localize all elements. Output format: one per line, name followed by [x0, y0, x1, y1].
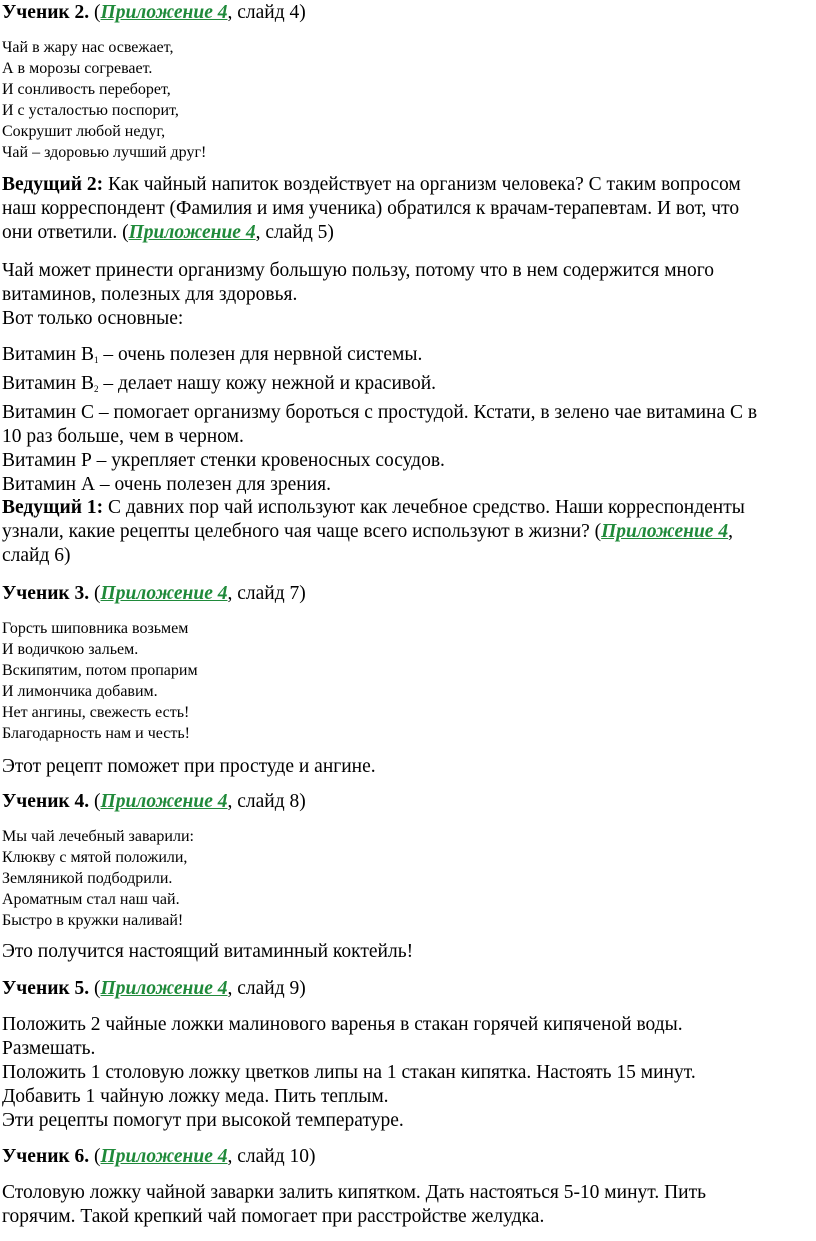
paragraph-line	[2, 173, 741, 197]
student-6-recipe	[2, 1181, 706, 1229]
paren-open: (	[89, 978, 101, 999]
poem-line: И лимончика добавим.	[2, 683, 158, 700]
appendix-link[interactable]: Приложение 4	[128, 222, 256, 243]
text: ,	[728, 521, 733, 542]
student-3-note: Этот рецепт поможет при простуде и ангине.	[2, 756, 376, 777]
paren-open: (	[89, 583, 101, 604]
vitamin-c-cont: 10 раз больше, чем в черном.	[2, 426, 244, 447]
student-2-heading	[2, 1, 306, 25]
recipe-line: Положить 1 столовую ложку цветков липы на 1 стакан кипятка. Настоять 15 минут.	[2, 1062, 696, 1083]
poem-line: Клюкву с мятой положили,	[2, 849, 188, 866]
slide-ref: , слайд 7)	[227, 583, 306, 604]
host-2-paragraph	[2, 173, 741, 245]
paragraph-line: витаминов, полезных для здоровья.	[2, 284, 298, 305]
recipe-line: горячим. Такой крепкий чай помогает при расстройстве желудка.	[2, 1206, 545, 1227]
poem-line: Чай в жару нас освежает,	[2, 39, 174, 56]
recipe-line: Столовую ложку чайной заварки залить кипятком. Дать настояться 5-10 минут. Пить	[2, 1182, 707, 1203]
student-4-poem	[2, 826, 194, 931]
poem-line: И сонливость переборет,	[2, 81, 171, 98]
poem-line: Благодарность нам и честь!	[2, 725, 190, 742]
text: они ответили. (	[2, 222, 129, 243]
text: узнали, какие рецепты целебного чая чаще всего используют в жизни? (	[2, 521, 602, 542]
subscript: 1	[93, 355, 99, 365]
paragraph-line: Вот только основные:	[2, 308, 184, 329]
vitamin-a: Витамин А – очень полезен для зрения.	[2, 474, 331, 495]
poem-line: Нет ангины, свежесть есть!	[2, 704, 190, 721]
paren-open: (	[89, 791, 101, 812]
paragraph-line: слайд 6)	[2, 545, 71, 566]
poem-line: И с усталостью поспорит,	[2, 102, 179, 119]
recipe-line: Добавить 1 чайную ложку меда. Пить теплым.	[2, 1086, 389, 1107]
appendix-link[interactable]: Приложение 4	[100, 583, 228, 604]
poem-line: А в морозы согревает.	[2, 60, 153, 77]
appendix-link[interactable]: Приложение 4	[100, 791, 228, 812]
slide-ref: , слайд 8)	[227, 791, 306, 812]
speaker-name: Ученик 5.	[2, 978, 90, 999]
poem-line: Быстро в кружки наливай!	[2, 912, 184, 929]
poem-line: Сокрушит любой недуг,	[2, 123, 166, 140]
host-1-paragraph	[2, 496, 745, 568]
speaker-name: Ученик 2.	[2, 2, 90, 23]
text: – очень полезен для нервной системы.	[98, 344, 423, 365]
student-3-poem	[2, 618, 198, 744]
paragraph-line	[2, 520, 745, 544]
speaker-name: Ученик 4.	[2, 791, 90, 812]
text: Витамин B	[2, 344, 94, 365]
appendix-link[interactable]: Приложение 4	[601, 521, 729, 542]
benefit-paragraph	[2, 259, 714, 331]
text: Как чайный напиток воздействует на организм человека? С таким вопросом	[103, 174, 741, 195]
speaker-name: Ученик 3.	[2, 583, 90, 604]
student-5-recipe	[2, 1013, 696, 1133]
text: С давних пор чай используют как лечебное средство. Наши корреспонденты	[103, 497, 745, 518]
poem-line: Чай – здоровью лучший друг!	[2, 144, 207, 161]
appendix-link[interactable]: Приложение 4	[100, 2, 228, 23]
text: Витамин B	[2, 373, 94, 394]
appendix-link[interactable]: Приложение 4	[100, 1146, 228, 1167]
paragraph-line: Чай может принести организму большую пользу, потому что в нем содержится много	[2, 260, 714, 281]
paren-open: (	[89, 2, 101, 23]
recipe-line: Размешать.	[2, 1038, 96, 1059]
vitamin-p: Витамин Р – укрепляет стенки кровеносных сосудов.	[2, 450, 445, 471]
poem-line: Вскипятим, потом пропарим	[2, 662, 198, 679]
student-4-heading	[2, 790, 306, 814]
speaker-name: Ведущий 2:	[2, 174, 104, 195]
vitamin-c: Витамин С – помогает организму бороться с простудой. Кстати, в зелено чае витамина С в	[2, 402, 758, 423]
recipe-line: Положить 2 чайные ложки малинового варенья в стакан горячей кипяченой воды.	[2, 1014, 683, 1035]
poem-line: И водичкою зальем.	[2, 641, 139, 658]
poem-line: Ароматным стал наш чай.	[2, 891, 180, 908]
recipe-line: Эти рецепты помогут при высокой температуре.	[2, 1110, 404, 1131]
student-3-heading	[2, 582, 306, 606]
slide-ref: , слайд 4)	[227, 2, 306, 23]
paragraph-line	[2, 221, 741, 245]
student-2-poem	[2, 37, 206, 163]
student-4-note: Это получится настоящий витаминный коктейль!	[2, 941, 414, 962]
paragraph-line: наш корреспондент (Фамилия и имя ученика) обратился к врачам-терапевтам. И вот, что	[2, 198, 740, 219]
speaker-name: Ученик 6.	[2, 1146, 90, 1167]
slide-ref: , слайд 10)	[227, 1146, 316, 1167]
poem-line: Мы чай лечебный заварили:	[2, 828, 194, 845]
slide-ref: , слайд 5)	[255, 222, 334, 243]
poem-line: Земляникой подбодрили.	[2, 870, 173, 887]
vitamin-b2	[2, 372, 757, 401]
appendix-link[interactable]: Приложение 4	[100, 978, 228, 999]
paragraph-line	[2, 496, 745, 520]
paren-open: (	[89, 1146, 101, 1167]
subscript: 2	[93, 384, 99, 394]
speaker-name: Ведущий 1:	[2, 497, 104, 518]
student-5-heading	[2, 977, 306, 1001]
slide-ref: , слайд 9)	[227, 978, 306, 999]
vitamin-b1	[2, 343, 757, 372]
student-6-heading	[2, 1145, 316, 1169]
vitamin-list	[2, 343, 757, 497]
poem-line: Горсть шиповника возьмем	[2, 620, 189, 637]
text: – делает нашу кожу нежной и красивой.	[98, 373, 437, 394]
